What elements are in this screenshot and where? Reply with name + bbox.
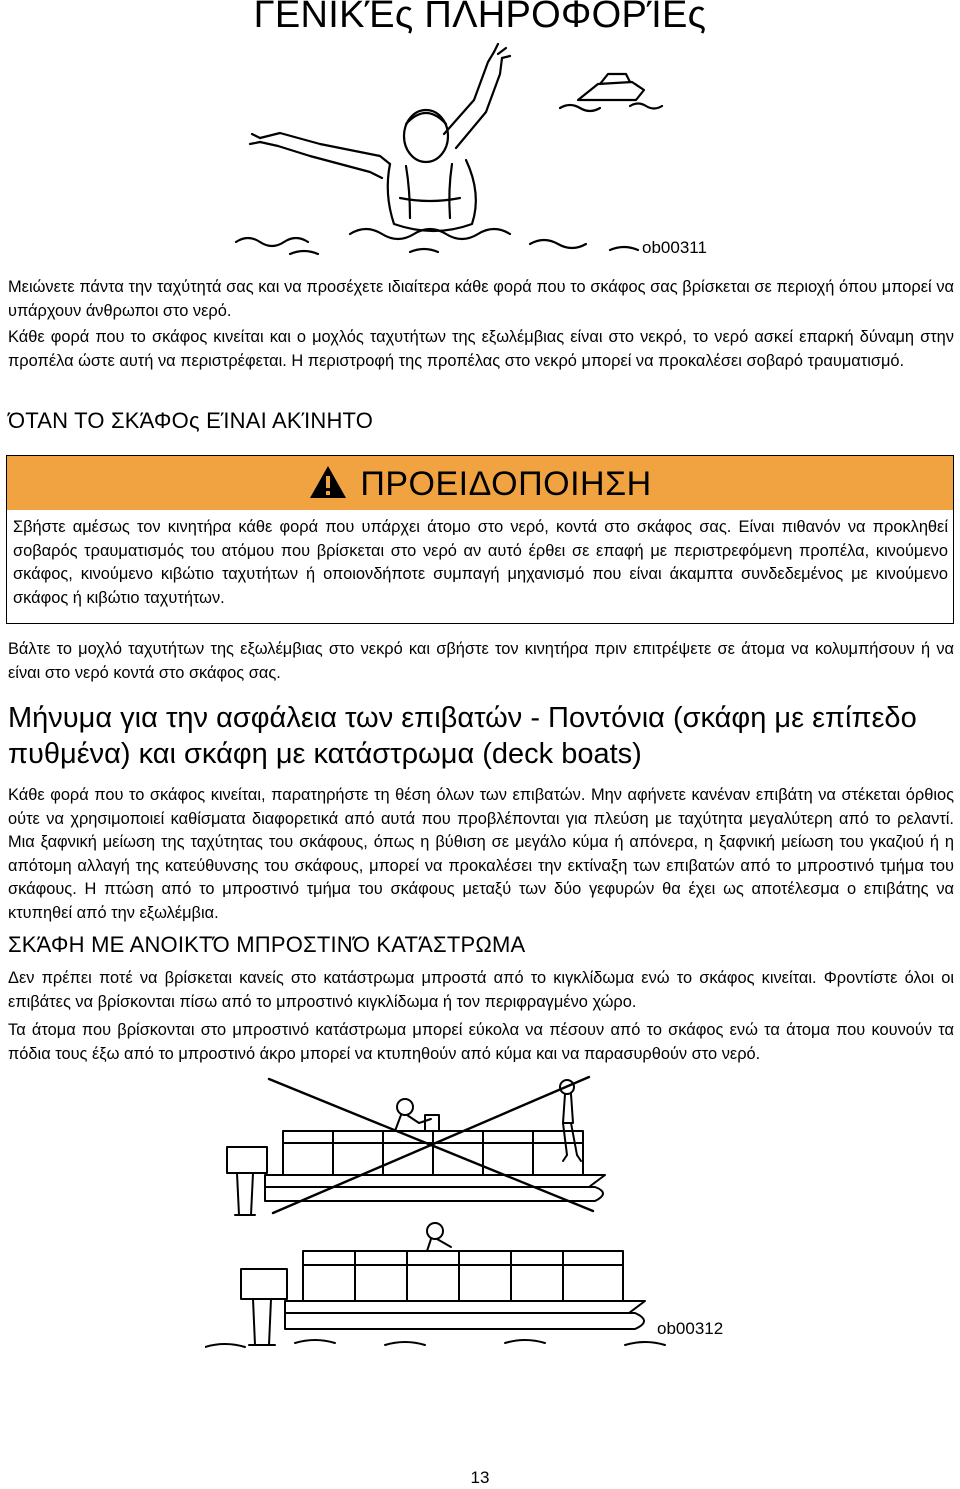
intro-paragraph-1: Μειώνετε πάντα την ταχύτητά σας και να προσέχετε ιδιαίτερα κάθε φορά που το σκάφος σας βρίσκεται σε περιοχή όπου μπορεί να υπάρχουν άνθρωποι στο νερό. — [8, 278, 954, 320]
figure-code: ob00311 — [642, 238, 707, 257]
warning-box — [6, 455, 954, 624]
figure-code: ob00312 — [657, 1319, 724, 1338]
open-deck-paragraph-1: Δεν πρέπει ποτέ να βρίσκεται κανείς στο κατάστρωμα μπροστά από το κιγκλίδωμα ενώ το σκάφος κινείται. Φροντίστε όλοι οι επιβάτες να βρίσκονται πίσω από το μπροστινό κιγκλίδωμα ή τον περιφραγμένο χώρο. — [8, 969, 954, 1011]
warning-label: ΠΡΟΕΙΔΟΠΟΙΗΣΗ — [360, 464, 652, 503]
warning-text: Σβήστε αμέσως τον κινητήρα κάθε φορά που υπάρχει άτομο στο νερό, κοντά στο σκάφος σας. Είναι πιθανόν να προκληθεί σοβαρός τραυματισμός του ατόμου που βρίσκεται στο νερό αν αυτό έρθει σε επαφή με περιστρεφόμενη προπέλα, κινούμενο σκάφος, κινούμενο κιβώτιο ταχυτήτων ή οποιονδήποτε συμπαγή μηχανισμό που είναι άκαμπτα συνδεδεμένος με κινούμενο σκάφος ή κιβώτιο ταχυτήτων. — [13, 518, 948, 607]
page-number: 13 — [470, 1468, 490, 1487]
swimmer-illustration — [230, 38, 750, 260]
stationary-heading: ΌΤΑΝ ΤΟ ΣΚΆΦΟς ΕΊΝΑΙ ΑΚΊΝΗΤΟ — [8, 408, 374, 433]
page-title: ΓΕΝΙΚΈς ΠΛΗΡΟΦΟΡΊΕς — [253, 0, 707, 36]
open-deck-paragraph-2: Τα άτομα που βρίσκονται στο μπροστινό κατάστρωμα μπορεί εύκολα να πέσουν από το σκάφος ενώ τα άτομα που κουνούν τα πόδια τους έξω από το μπροστινό άκρο μπορεί να κτυπηθούν από κύμα και να παρασυρθούν στο νερό. — [8, 1021, 954, 1063]
passenger-safety-heading: Μήνυμα για την ασφάλεια των επιβατών - Ποντόνια (σκάφη με επίπεδο πυθμένα) και σκάφη με κατάστρωμα (deck boats) — [8, 702, 917, 770]
intro-paragraph-2: Κάθε φορά που το σκάφος κινείται και ο μοχλός ταχυτήτων της εξωλέμβιας είναι στο νεκρό, το νερό ασκεί επαρκή δύναμη στην προπέλα ώστε αυτή να περιστρέφεται. Η περιστροφή της προπέλας στο νεκρό μπορεί να προκαλέσει σοβαρό τραυματισμό. — [8, 328, 954, 370]
open-deck-heading: ΣΚΆΦΗ ΜΕ ΑΝΟΙΚΤΌ ΜΠΡΟΣΤΙΝΌ ΚΑΤΆΣΤΡΩΜΑ — [8, 932, 526, 957]
stationary-paragraph: Βάλτε το μοχλό ταχυτήτων της εξωλέμβιας στο νεκρό και σβήστε τον κινητήρα πριν επιτρέψετε σε άτομα να κολυμπήσουν ή να είναι στο νερό κοντά στο σκάφος σας. — [8, 640, 954, 682]
pontoon-boats-illustration — [205, 1075, 765, 1353]
warning-triangle-icon — [308, 464, 348, 500]
warning-banner — [7, 456, 953, 510]
passenger-safety-paragraph: Κάθε φορά που το σκάφος κινείται, παρατηρήστε τη θέση όλων των επιβατών. Μην αφήνετε κανέναν επιβάτη να στέκεται όρθιος ούτε να χρησιμοποιεί καθίσματα διαφορετικά από αυτά που προβλέπονται για πλεύση με ταχύτητα μεγαλύτερη από το ρελαντί. Μια ξαφνική μείωση της ταχύτητας του σκάφους, όπως η βύθιση σε μεγάλο κύμα ή απόνερα, η ξαφνική μείωση του γκαζιού ή η απότομη αλλαγή της κατεύθυνσης του σκάφους, μπορεί να προκαλέσει την εκτίναξη των επιβατών από το μπροστινό τμήμα του σκάφους. Η πτώση από το μπροστινό τμήμα του σκάφους μεταξύ των δύο γεφυρών θα έχει ως αποτέλεσμα ο επιβάτης να κτυπηθεί από την εξωλέμβια. — [8, 786, 954, 922]
